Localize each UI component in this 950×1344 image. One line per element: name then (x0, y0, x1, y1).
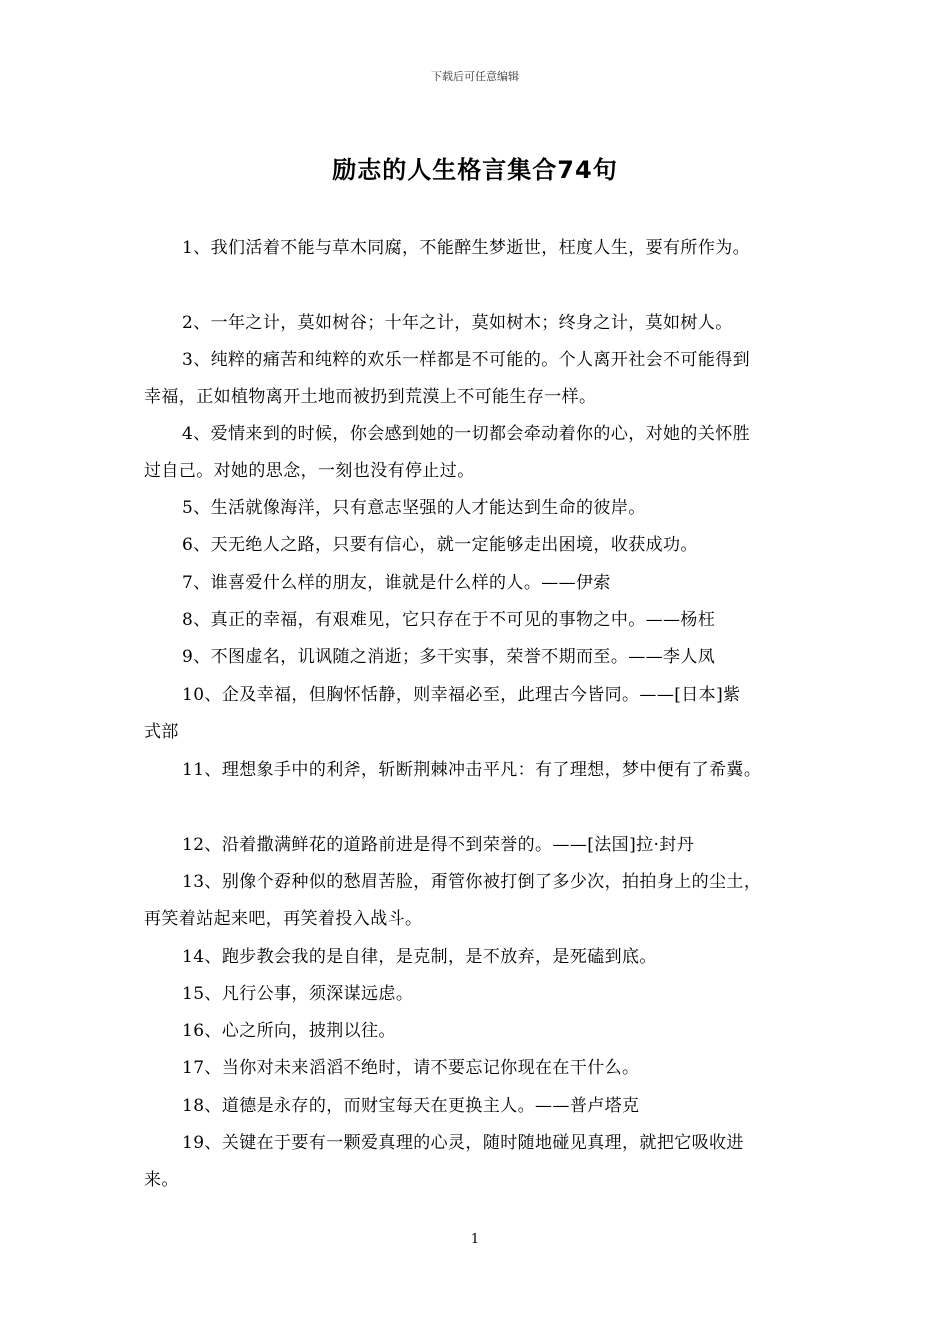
paragraph-line: 11、理想象手中的利斧，斩断荆棘冲击平凡：有了理想，梦中便有了希冀。 (182, 760, 762, 780)
paragraph-line: 17、当你对未来滔滔不绝时，请不要忘记你现在在干什么。 (182, 1058, 640, 1078)
paragraph-line: 8、真正的幸福，有艰难见，它只存在于不可见的事物之中。——杨枉 (182, 610, 716, 630)
paragraph-line: 16、心之所向，披荆以往。 (182, 1021, 396, 1041)
paragraph-line: 9、不图虚名，讥讽随之消逝；多干实事，荣誉不期而至。——李人凤 (182, 647, 716, 667)
paragraph-line: 1、我们活着不能与草木同腐，不能醉生梦逝世，枉度人生，要有所作为。 (182, 238, 751, 258)
page-number: 1 (470, 1232, 480, 1247)
paragraph-line: 5、生活就像海洋，只有意志坚强的人才能达到生命的彼岸。 (182, 498, 646, 518)
paragraph-line: 再笑着站起来吧，再笑着投入战斗。 (144, 909, 423, 929)
paragraph-line: 14、跑步教会我的是自律，是克制，是不放弃，是死磕到底。 (182, 947, 657, 967)
paragraph-line: 4、爱情来到的时候，你会感到她的一切都会牵动着你的心，对她的关怀胜 (182, 424, 751, 444)
document-title: 励志的人生格言集合74句 (332, 156, 618, 184)
paragraph-line: 12、沿着撒满鲜花的道路前进是得不到荣誉的。——[法国]拉·封丹 (182, 835, 695, 855)
paragraph-line: 式部 (144, 722, 179, 742)
paragraph-line: 2、一年之计，莫如树谷；十年之计，莫如树木；终身之计，莫如树人。 (182, 313, 733, 333)
paragraph-line: 来。 (144, 1170, 179, 1190)
paragraph-line: 13、别像个孬种似的愁眉苦脸，甭管你被打倒了多少次，拍拍身上的尘土， (182, 872, 762, 892)
paragraph-line: 3、纯粹的痛苦和纯粹的欢乐一样都是不可能的。个人离开社会不可能得到 (182, 350, 751, 370)
page-header: 下载后可任意编辑 (431, 70, 519, 83)
paragraph-line: 18、道德是永存的，而财宝每天在更换主人。——普卢塔克 (182, 1096, 640, 1116)
paragraph-line: 7、谁喜爱什么样的朋友，谁就是什么样的人。——伊索 (182, 573, 611, 593)
paragraph-line: 过自己。对她的思念，一刻也没有停止过。 (144, 461, 475, 481)
paragraph-line: 幸福，正如植物离开土地而被扔到荒漠上不可能生存一样。 (144, 387, 597, 407)
paragraph-line: 19、关键在于要有一颗爱真理的心灵，随时随地碰见真理，就把它吸收进 (182, 1133, 744, 1153)
paragraph-line: 10、企及幸福，但胸怀恬静，则幸福必至，此理古今皆同。——[日本]紫 (182, 685, 741, 705)
paragraph-line: 6、天无绝人之路，只要有信心，就一定能够走出困境，收获成功。 (182, 535, 698, 555)
paragraph-line: 15、凡行公事，须深谋远虑。 (182, 984, 414, 1004)
